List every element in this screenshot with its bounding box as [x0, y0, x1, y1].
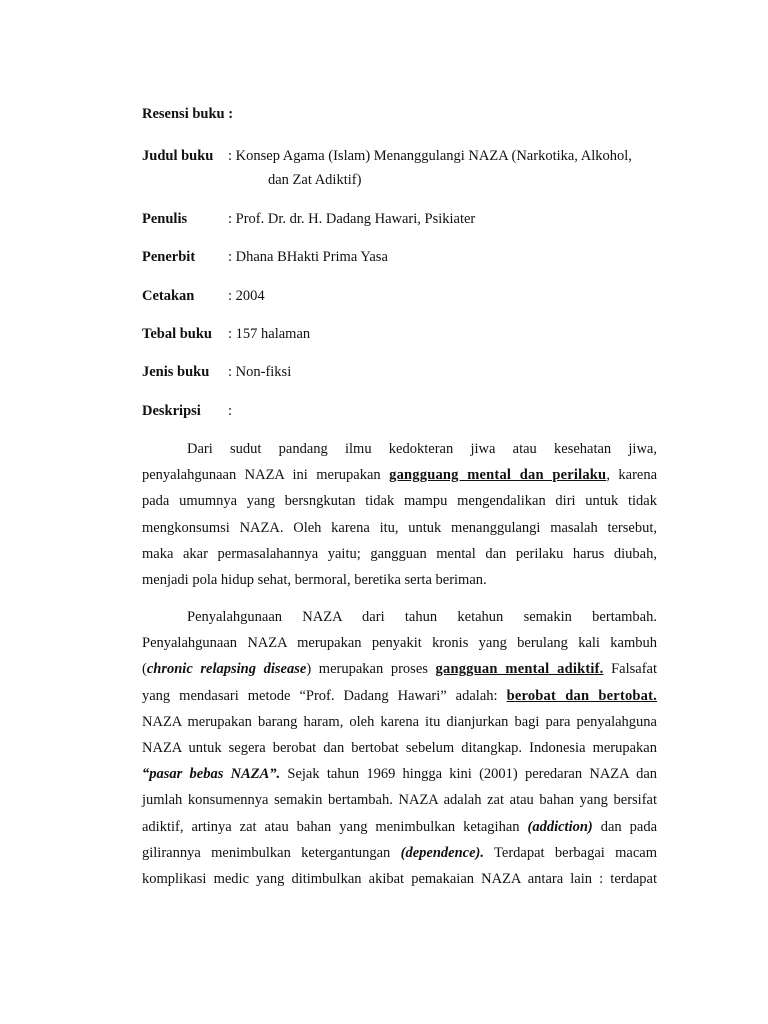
paragraph-2-line: NAZA untuk segera berobat dan bertobat sebelum ditangkap. Indonesia merupakan	[142, 739, 657, 756]
emphasis-bold-italic: chronic relapsing disease	[146, 661, 307, 678]
paragraph-2-line	[142, 683, 657, 709]
text-span: dan pada	[600, 818, 658, 835]
field-description	[142, 401, 232, 421]
text-span: ) merupakan proses	[306, 661, 428, 678]
text-span: yang mendasari metode “Prof. Dadang Hawari” adalah:	[142, 687, 498, 704]
field-genre-value: : Non-fiksi	[228, 364, 292, 380]
emphasis-bold-italic: (dependence).	[400, 844, 484, 861]
review-heading: Resensi buku :	[142, 106, 234, 122]
field-author-value: : Prof. Dr. dr. H. Dadang Hawari, Psikiater	[228, 211, 476, 227]
emphasis-bold-italic: (addiction)	[527, 818, 593, 835]
text-span: adiktif, artinya zat atau bahan yang menimbulkan ketagihan	[142, 818, 520, 835]
paragraph-2-line: komplikasi medic yang ditimbulkan akibat pemakaian NAZA antara lain : terdapat	[142, 870, 657, 887]
paragraph-2-line	[142, 840, 657, 866]
paragraph-2-line	[142, 814, 657, 840]
field-printing-label: Cetakan	[142, 288, 195, 304]
text-span: , karena	[606, 467, 658, 484]
field-genre-label: Jenis buku	[142, 364, 210, 380]
paragraph-1	[142, 436, 657, 593]
paragraph-1-line	[142, 462, 657, 488]
field-pages	[142, 324, 310, 344]
text-span: Terdapat berbagai macam	[494, 844, 657, 861]
field-title-label: Judul buku	[142, 148, 214, 164]
field-genre	[142, 362, 291, 382]
paragraph-1-line: maka akar permasalahannya yaitu; gangguan mental dan perilaku harus diubah,	[142, 545, 657, 562]
paragraph-1-line: Dari sudut pandang ilmu kedokteran jiwa atau kesehatan jiwa,	[187, 441, 657, 457]
paragraph-2-line	[142, 656, 657, 682]
paragraph-1-line: menjadi pola hidup sehat, bermoral, beretika serta beriman.	[142, 571, 487, 588]
field-printing-value: : 2004	[228, 288, 265, 304]
field-author	[142, 209, 475, 229]
text-span: Falsafat	[611, 661, 658, 678]
emphasis-underlined: gangguang mental dan perilaku	[389, 467, 607, 484]
paragraph-2-line: jumlah konsumennya semakin bertambah. NAZA adalah zat atau bahan yang bersifat	[142, 792, 657, 809]
field-description-label: Deskripsi	[142, 403, 201, 419]
emphasis-bold-italic: “pasar bebas NAZA”.	[142, 766, 281, 783]
paragraph-1-line: pada umumnya yang bersngkutan tidak mampu mengendalikan diri untuk tidak	[142, 493, 657, 510]
emphasis-underlined: berobat dan bertobat.	[506, 687, 657, 704]
emphasis-underlined: gangguan mental adiktif.	[435, 661, 604, 678]
text-span: penyalahgunaan NAZA ini merupakan	[142, 467, 381, 484]
field-publisher-value: : Dhana BHakti Prima Yasa	[228, 249, 388, 265]
text-span: (	[142, 661, 147, 678]
field-publisher	[142, 247, 388, 267]
paragraph-2-line	[142, 761, 657, 787]
field-pages-label: Tebal buku	[142, 326, 213, 342]
paragraph-1-line: mengkonsumsi NAZA. Oleh karena itu, untuk menanggulangi masalah tersebut,	[142, 519, 657, 536]
field-printing	[142, 286, 265, 306]
field-title-value: : Konsep Agama (Islam) Menanggulangi NAZA (Narkotika, Alkohol,	[228, 148, 632, 164]
field-author-label: Penulis	[142, 211, 188, 227]
paragraph-2	[142, 604, 657, 892]
text-span: Sejak tahun 1969 hingga kini (2001) peredaran NAZA dan	[287, 766, 658, 783]
paragraph-2-line: Penyalahgunaan NAZA merupakan penyakit kronis yang berulang kali kambuh	[142, 635, 657, 652]
field-title-continuation: dan Zat Adiktif)	[268, 172, 362, 188]
paragraph-2-line: NAZA merupakan barang haram, oleh karena itu dianjurkan bagi para penyalahguna	[142, 713, 657, 730]
field-pages-value: : 157 halaman	[228, 326, 311, 342]
field-title	[142, 146, 632, 166]
paragraph-2-line: Penyalahgunaan NAZA dari tahun ketahun semakin bertambah.	[187, 609, 657, 625]
field-description-value: :	[228, 403, 233, 419]
text-span: gilirannya menimbulkan ketergantungan	[142, 844, 391, 861]
field-publisher-label: Penerbit	[142, 249, 196, 265]
